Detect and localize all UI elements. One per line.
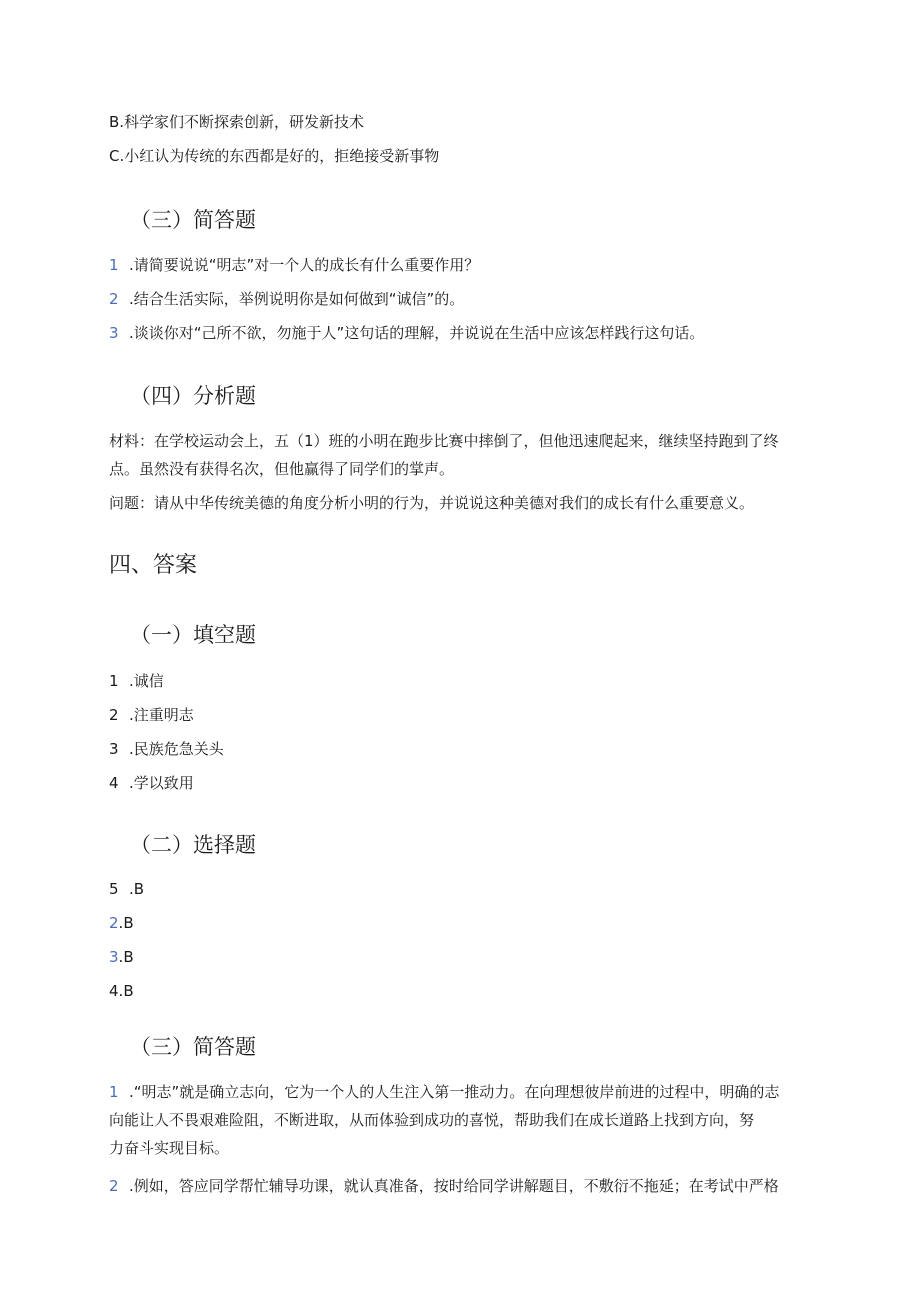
short-question-1 bbox=[109, 255, 479, 275]
analysis-heading: （四）分析题 bbox=[130, 384, 256, 408]
item-number: 3 bbox=[109, 324, 119, 342]
item-number: 2 bbox=[109, 706, 119, 724]
item-text: .“明志”就是确立志向，它为一个人的人生注入第一推动力。在向理想彼岸前进的过程中，明确的志 bbox=[129, 1083, 780, 1101]
item-text: .诚信 bbox=[129, 672, 164, 690]
choice-answer-2 bbox=[109, 913, 134, 933]
choice-answer-1 bbox=[109, 879, 144, 899]
item-text: .注重明志 bbox=[129, 706, 194, 724]
fill-answer-4 bbox=[109, 773, 194, 793]
choice-answer-3 bbox=[109, 947, 134, 967]
item-number: 4 bbox=[109, 982, 119, 1000]
short-answer-1-line-3: 力奋斗实现目标。 bbox=[109, 1139, 230, 1157]
item-text: .学以致用 bbox=[129, 774, 194, 792]
short-answer-2-line-1 bbox=[109, 1176, 779, 1196]
option-b: B.科学家们不断探索创新，研发新技术 bbox=[109, 113, 365, 131]
short-question-2 bbox=[109, 289, 464, 309]
item-text: .B bbox=[129, 880, 145, 898]
choice-answers-heading: （二）选择题 bbox=[130, 833, 256, 857]
item-text: .民族危急关头 bbox=[129, 740, 224, 758]
short-answer-1-line-2: 向能让人不畏艰难险阻，不断进取，从而体验到成功的喜悦，帮助我们在成长道路上找到方向，努 bbox=[109, 1111, 755, 1129]
item-number: 4 bbox=[109, 774, 119, 792]
short-answer-1-line-1 bbox=[109, 1082, 779, 1102]
short-answers-heading: （三）简答题 bbox=[130, 1035, 256, 1059]
item-text: .B bbox=[118, 948, 134, 966]
item-text: .请简要说说“明志”对一个人的成长有什么重要作用？ bbox=[129, 256, 480, 274]
item-text: .谈谈你对“己所不欲，勿施于人”这句话的理解，并说说在生活中应该怎样践行这句话。 bbox=[129, 324, 705, 342]
item-number: 1 bbox=[109, 1083, 119, 1101]
fill-answer-3 bbox=[109, 739, 224, 759]
item-number: 1 bbox=[109, 256, 119, 274]
option-c: C.小红认为传统的东西都是好的，拒绝接受新事物 bbox=[109, 147, 440, 165]
fill-answer-1 bbox=[109, 671, 164, 691]
answers-heading: 四、答案 bbox=[109, 553, 198, 578]
item-number: 2 bbox=[109, 914, 119, 932]
item-number: 2 bbox=[109, 1177, 119, 1195]
short-question-heading: （三）简答题 bbox=[130, 208, 256, 232]
item-text: .例如，答应同学帮忙辅导功课，就认真准备，按时给同学讲解题目，不敷衍不拖延；在考试中严格 bbox=[129, 1177, 779, 1195]
item-number: 3 bbox=[109, 948, 119, 966]
item-text: .结合生活实际，举例说明你是如何做到“诚信”的。 bbox=[129, 290, 465, 308]
fill-answers-heading: （一）填空题 bbox=[130, 623, 256, 647]
item-number: 5 bbox=[109, 880, 119, 898]
item-number: 1 bbox=[109, 672, 119, 690]
short-question-3 bbox=[109, 323, 704, 343]
item-text: .B bbox=[118, 982, 134, 1000]
fill-answer-2 bbox=[109, 705, 194, 725]
item-number: 3 bbox=[109, 740, 119, 758]
material-line-2: 点。虽然没有获得名次，但他赢得了同学们的掌声。 bbox=[109, 460, 455, 478]
choice-answer-4 bbox=[109, 981, 134, 1001]
material-line-1: 材料：在学校运动会上，五（1）班的小明在跑步比赛中摔倒了，但他迅速爬起来，继续坚持跑到了终 bbox=[109, 432, 779, 450]
item-text: .B bbox=[118, 914, 134, 932]
item-number: 2 bbox=[109, 290, 119, 308]
analysis-question: 问题：请从中华传统美德的角度分析小明的行为，并说说这种美德对我们的成长有什么重要意义。 bbox=[109, 494, 755, 512]
